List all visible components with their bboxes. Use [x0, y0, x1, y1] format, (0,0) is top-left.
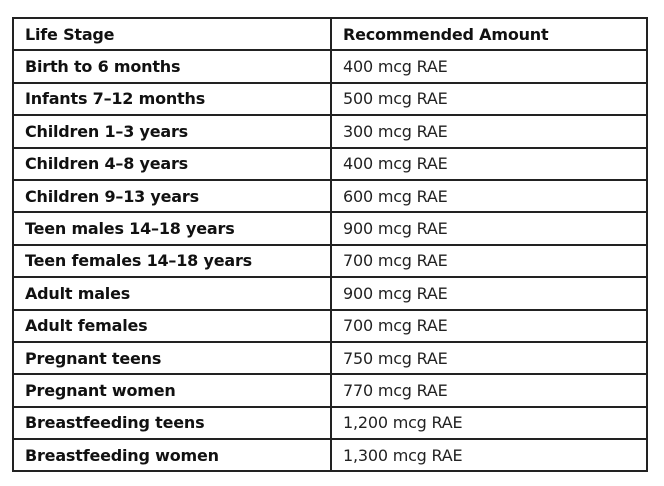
- table-row: [13, 342, 647, 374]
- amount-cell: 750 mcg RAE: [331, 342, 647, 374]
- amount-cell: 400 mcg RAE: [331, 50, 647, 82]
- amount-cell: 900 mcg RAE: [331, 212, 647, 244]
- amount-cell: 700 mcg RAE: [331, 245, 647, 277]
- table-row: [13, 50, 647, 82]
- table-row: [13, 439, 647, 471]
- life-stage-cell: Adult males: [13, 277, 331, 309]
- amount-cell: 400 mcg RAE: [331, 148, 647, 180]
- recommended-amounts-table: [12, 17, 648, 472]
- recommended-amounts-table-container: [12, 17, 646, 472]
- life-stage-cell: Children 4–8 years: [13, 148, 331, 180]
- header-life-stage: Life Stage: [13, 18, 331, 50]
- amount-cell: 700 mcg RAE: [331, 310, 647, 342]
- life-stage-cell: Breastfeeding teens: [13, 407, 331, 439]
- life-stage-cell: Teen females 14–18 years: [13, 245, 331, 277]
- header-recommended-amount: Recommended Amount: [331, 18, 647, 50]
- life-stage-cell: Adult females: [13, 310, 331, 342]
- life-stage-cell: Pregnant women: [13, 374, 331, 406]
- life-stage-cell: Pregnant teens: [13, 342, 331, 374]
- life-stage-cell: Infants 7–12 months: [13, 83, 331, 115]
- amount-cell: 300 mcg RAE: [331, 115, 647, 147]
- table-row: [13, 180, 647, 212]
- table-row: [13, 212, 647, 244]
- table-row: [13, 245, 647, 277]
- table-row: [13, 374, 647, 406]
- table-row: [13, 83, 647, 115]
- amount-cell: 600 mcg RAE: [331, 180, 647, 212]
- table-row: [13, 277, 647, 309]
- life-stage-cell: Children 1–3 years: [13, 115, 331, 147]
- table-row: [13, 407, 647, 439]
- life-stage-cell: Teen males 14–18 years: [13, 212, 331, 244]
- table-row: [13, 310, 647, 342]
- life-stage-cell: Children 9–13 years: [13, 180, 331, 212]
- amount-cell: 1,300 mcg RAE: [331, 439, 647, 471]
- amount-cell: 1,200 mcg RAE: [331, 407, 647, 439]
- table-header-row: [13, 18, 647, 50]
- table-row: [13, 115, 647, 147]
- life-stage-cell: Breastfeeding women: [13, 439, 331, 471]
- amount-cell: 770 mcg RAE: [331, 374, 647, 406]
- table-row: [13, 148, 647, 180]
- amount-cell: 500 mcg RAE: [331, 83, 647, 115]
- amount-cell: 900 mcg RAE: [331, 277, 647, 309]
- life-stage-cell: Birth to 6 months: [13, 50, 331, 82]
